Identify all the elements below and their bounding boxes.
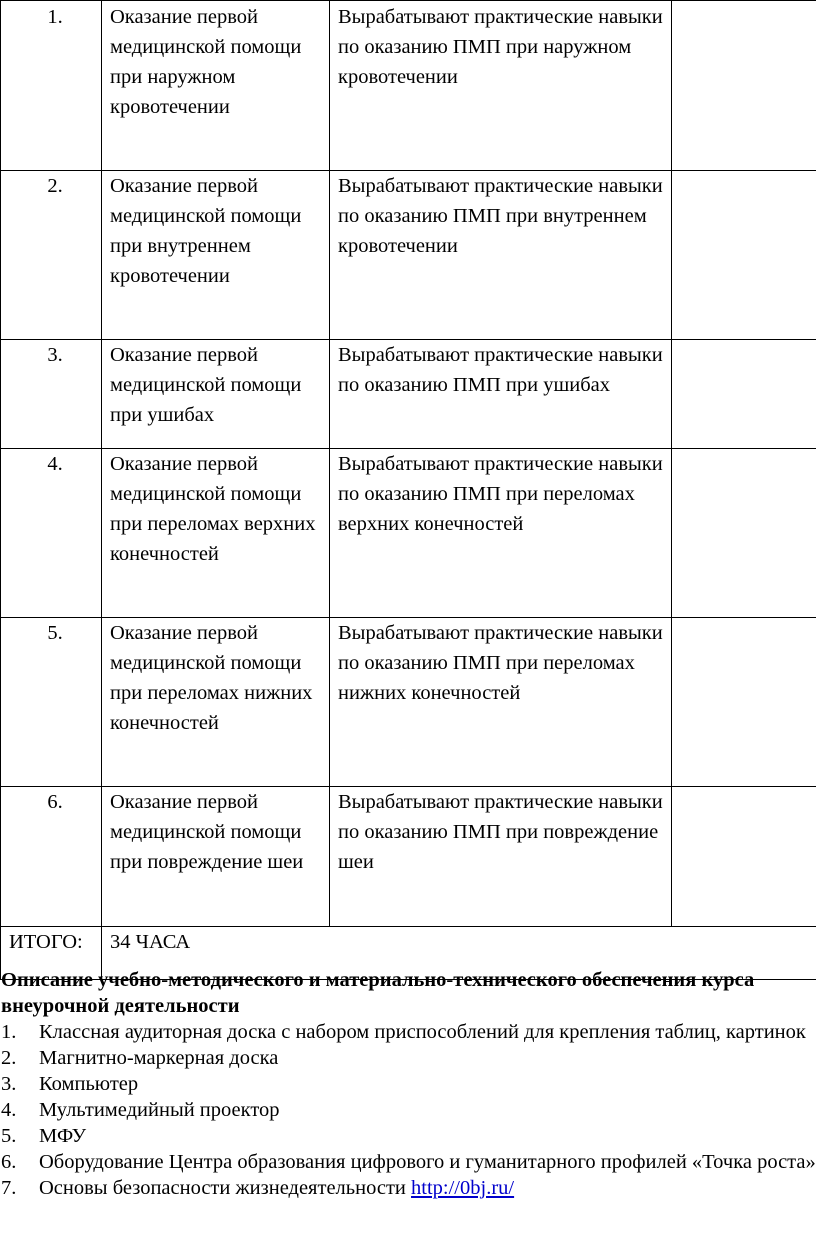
item-text: Классная аудиторная доска с набором приспособлений для крепления таблиц, картинок xyxy=(39,1021,806,1043)
item-number: 2. xyxy=(1,1047,17,1069)
obzh-link[interactable]: http://0bj.ru/ xyxy=(411,1177,515,1199)
row-activity: Вырабатывают практические навыки по оказанию ПМП при переломах верхних конечностей xyxy=(330,449,672,618)
row-number: 1. xyxy=(1,1,102,171)
row-number: 6. xyxy=(1,787,102,927)
table-row xyxy=(1,787,816,927)
item-text: Мультимедийный проектор xyxy=(39,1099,280,1121)
table-row xyxy=(1,618,816,787)
table-row xyxy=(1,340,816,449)
row-activity: Вырабатывают практические навыки по оказанию ПМП при наружном кровотечении xyxy=(330,1,672,171)
row-topic: Оказание первой медицинской помощи при переломах нижних конечностей xyxy=(102,618,330,787)
row-number: 3. xyxy=(1,340,102,449)
list-item xyxy=(0,1175,816,1201)
row-topic: Оказание первой медицинской помощи при внутреннем кровотечении xyxy=(102,171,330,340)
total-value: 34 ЧАСА xyxy=(102,927,816,980)
row-number: 4. xyxy=(1,449,102,618)
item-text: Оборудование Центра образования цифрового и гуманитарного профилей «Точка роста» xyxy=(39,1151,816,1173)
item-text: МФУ xyxy=(39,1125,87,1147)
list-item xyxy=(0,1071,816,1097)
row-topic: Оказание первой медицинской помощи при переломах верхних конечностей xyxy=(102,449,330,618)
item-number: 7. xyxy=(1,1177,17,1199)
row-activity: Вырабатывают практические навыки по оказанию ПМП при переломах нижних конечностей xyxy=(330,618,672,787)
item-number: 3. xyxy=(1,1073,17,1095)
row-activity: Вырабатывают практические навыки по оказанию ПМП при повреждение шеи xyxy=(330,787,672,927)
row-topic: Оказание первой медицинской помощи при повреждение шеи xyxy=(102,787,330,927)
row-activity: Вырабатывают практические навыки по оказанию ПМП при ушибах xyxy=(330,340,672,449)
row-note xyxy=(672,171,816,340)
row-note xyxy=(672,787,816,927)
list-item xyxy=(0,1149,816,1175)
item-number: 6. xyxy=(1,1151,17,1173)
item-text: Основы безопасности жизнедеятельности xyxy=(39,1177,412,1199)
item-text: Магнитно-маркерная доска xyxy=(39,1047,279,1069)
equipment-list xyxy=(0,1019,816,1201)
list-item xyxy=(0,1045,816,1071)
row-topic: Оказание первой медицинской помощи при наружном кровотечении xyxy=(102,1,330,171)
table-row xyxy=(1,171,816,340)
item-number: 1. xyxy=(1,1021,17,1043)
list-item xyxy=(0,1097,816,1123)
row-topic: Оказание первой медицинской помощи при ушибах xyxy=(102,340,330,449)
equipment-description xyxy=(0,967,816,1201)
item-number: 5. xyxy=(1,1125,17,1147)
table-row xyxy=(1,1,816,171)
total-label: ИТОГО: xyxy=(1,927,102,980)
item-text: Компьютер xyxy=(39,1073,139,1095)
row-note xyxy=(672,449,816,618)
row-note xyxy=(672,340,816,449)
list-item xyxy=(0,1019,816,1045)
row-note xyxy=(672,1,816,171)
section-title: Описание учебно-методического и материально-технического обеспечения курса внеурочной деятельности xyxy=(1,969,755,1017)
row-activity: Вырабатывают практические навыки по оказанию ПМП при внутреннем кровотечении xyxy=(330,171,672,340)
table-row xyxy=(1,449,816,618)
row-number: 2. xyxy=(1,171,102,340)
item-number: 4. xyxy=(1,1099,17,1121)
row-number: 5. xyxy=(1,618,102,787)
row-note xyxy=(672,618,816,787)
list-item xyxy=(0,1123,816,1149)
